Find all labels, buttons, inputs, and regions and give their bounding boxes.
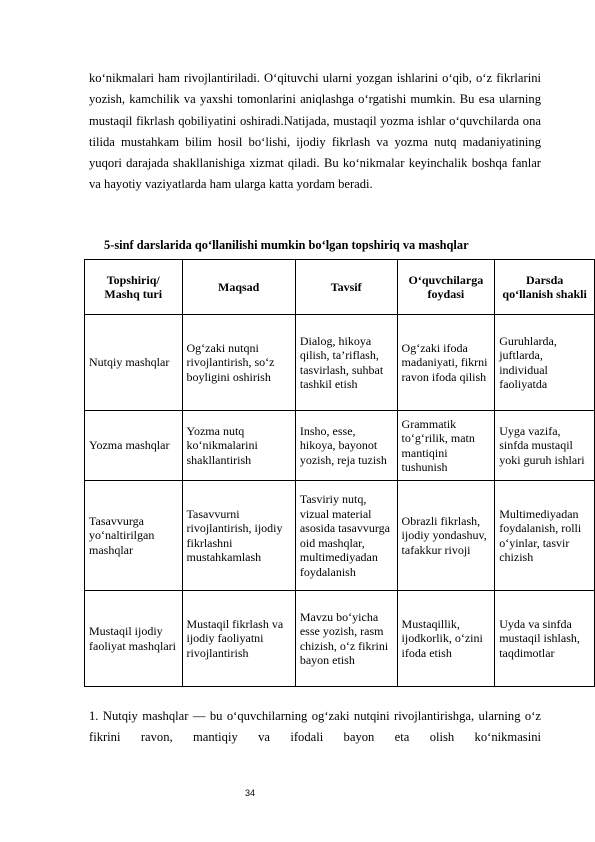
header-purpose: Maqsad <box>182 260 295 315</box>
table-cell: Og‘zaki nutqni rivojlantirish, so‘z boyligini oshirish <box>182 315 295 411</box>
table-cell: Mavzu bo‘yicha esse yozish, rasm chizish, o‘z fikrini bayon etish <box>295 591 397 687</box>
table-row <box>85 315 595 411</box>
body-paragraph-bottom: 1. Nutqiy mashqlar — bu o‘quvchilarning og‘zaki nutqini rivojlantirishga, ularning o‘z fikrini ravon, mantiqiy va ifodali bayon eta olish ko‘nikmasini <box>89 709 541 745</box>
table-cell: Multimediyadan foydalanish, rolli o‘yinlar, tasvir chizish <box>495 481 595 591</box>
body-paragraph-top: ko‘nikmalari ham rivojlantiriladi. O‘qituvchi ularni yozgan ishlarini o‘qib, o‘z fikrlarini yozish, kamchilik va yaxshi tomonlarini aniqlashga o‘rgatishi mumkin. Bu esa ularning mustaqil fikrlash qobiliyatini oshiradi.Natijada, mustaqil yozma ishlar o‘quvchilarda ona tilida mustahkam bilim hosil bo‘lishi, ijodiy fikrlash va yozma nutq madaniyatining yuqori darajada shakllanishiga xizmat qiladi. Bu ko‘nikmalar keyinchalik boshqa fanlar va hayotiy vaziyatlarda ham ularga katta yordam beradi. <box>89 71 541 192</box>
section-heading: 5-sinf darslarida qo‘llanilishi mumkin bo‘lgan topshiriq va mashqlar <box>104 238 469 252</box>
table-cell: Yozma mashqlar <box>85 411 183 481</box>
table-cell: Grammatik to‘g‘rilik, matn mantiqini tushunish <box>397 411 495 481</box>
header-benefit: O‘quvchilarga foydasi <box>397 260 495 315</box>
table-row <box>85 481 595 591</box>
table-cell: Guruhlarda, juftlarda, individual faoliyatda <box>495 315 595 411</box>
table-cell: Nutqiy mashqlar <box>85 315 183 411</box>
header-lesson-form: Darsda qo‘llanish shakli <box>495 260 595 315</box>
page-number: 34 <box>244 788 255 798</box>
table-cell: Tasavvurga yo‘naltirilgan mashqlar <box>85 481 183 591</box>
table-cell: Tasavvurni rivojlantirish, ijodiy fikrlashni mustahkamlash <box>182 481 295 591</box>
table-cell: Og‘zaki ifoda madaniyati, fikrni ravon ifoda qilish <box>397 315 495 411</box>
table-cell: Yozma nutq ko‘nikmalarini shakllantirish <box>182 411 295 481</box>
table-cell: Uyda va sinfda mustaqil ishlash, taqdimotlar <box>495 591 595 687</box>
table-row <box>85 411 595 481</box>
header-description: Tavsif <box>295 260 397 315</box>
table-cell: Dialog, hikoya qilish, ta’riflash, tasvirlash, suhbat tashkil etish <box>295 315 397 411</box>
table-row <box>85 591 595 687</box>
table-cell: Tasviriy nutq, vizual material asosida tasavvurga oid mashqlar, multimediyadan foydalanish <box>295 481 397 591</box>
table-header-row <box>85 260 595 315</box>
tasks-table <box>84 259 595 687</box>
table-cell: Insho, esse, hikoya, bayonot yozish, reja tuzish <box>295 411 397 481</box>
table-cell: Obrazli fikrlash, ijodiy yondashuv, tafakkur rivoji <box>397 481 495 591</box>
table-cell: Mustaqillik, ijodkorlik, o‘zini ifoda etish <box>397 591 495 687</box>
header-task-type: Topshiriq/ Mashq turi <box>85 260 183 315</box>
table-cell: Mustaqil fikrlash va ijodiy faoliyatni rivojlantirish <box>182 591 295 687</box>
table-cell: Uyga vazifa, sinfda mustaqil yoki guruh ishlari <box>495 411 595 481</box>
table-cell: Mustaqil ijodiy faoliyat mashqlari <box>85 591 183 687</box>
